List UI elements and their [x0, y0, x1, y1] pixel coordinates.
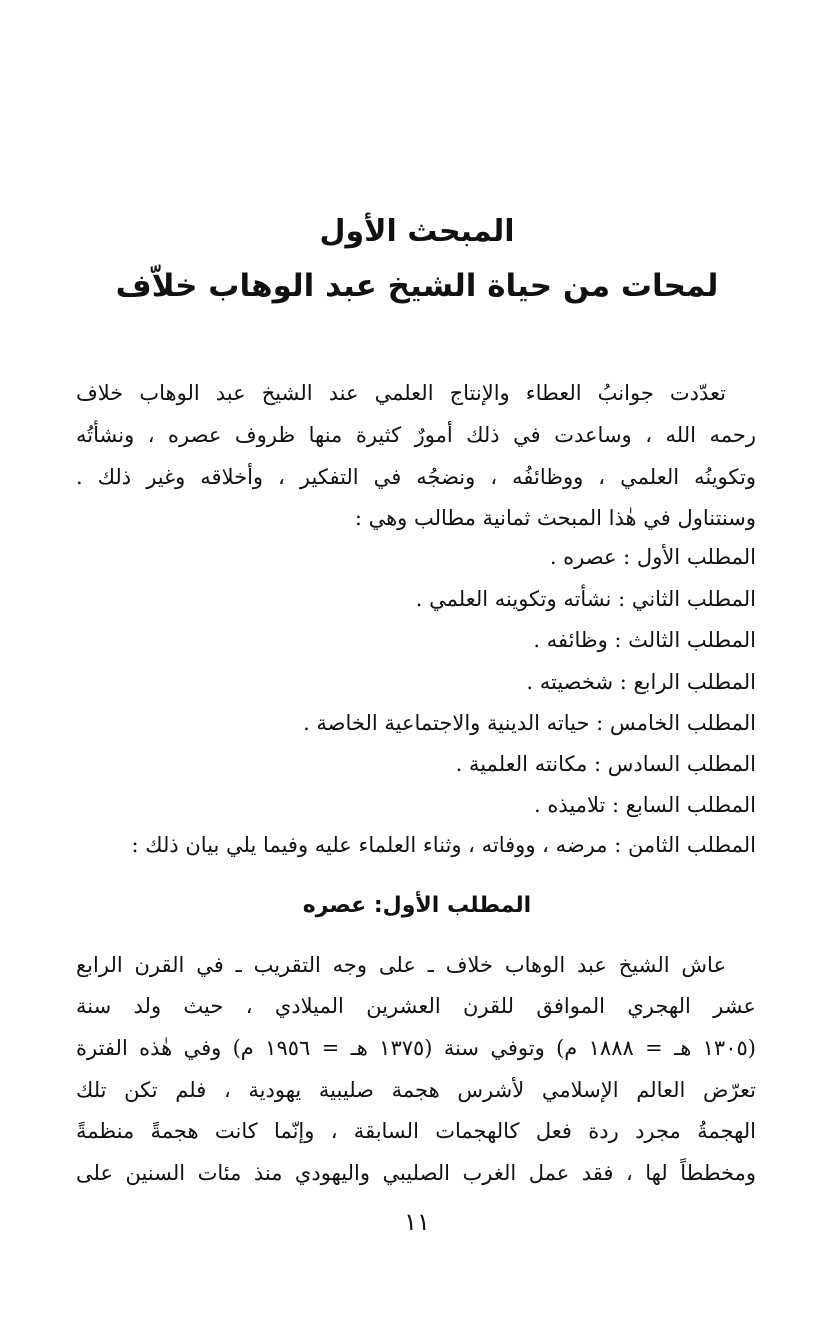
chapter-title: لمحات من حياة الشيخ عبد الوهاب خلاّف: [115, 268, 719, 304]
section-list-item: المطلب الخامس : حياته الدينية والاجتماعية الخاصة .: [303, 711, 756, 735]
intro-line: تعدّدت جوانبُ العطاء والإنتاج العلمي عند الشيخ عبد الوهاب خلاف: [76, 381, 726, 405]
section-heading: المطلب الأول: عصره: [302, 893, 532, 918]
body-line: عاش الشيخ عبد الوهاب خلاف ـ على وجه التقريب ـ في القرن الرابع: [76, 953, 726, 977]
section-list-item: المطلب السادس : مكانته العلمية .: [455, 752, 756, 776]
intro-line: وتكوينُه العلمي ، ووظائفُه ، ونضجُه في التفكير ، وأخلاقه وغير ذلك .: [76, 465, 756, 489]
body-line: الهجمةُ مجرد ردة فعل كالهجمات السابقة ، وإنّما كانت هجمةً منظمةً: [76, 1119, 756, 1143]
page-number: ١١: [404, 1208, 430, 1236]
intro-line: رحمه الله ، وساعدت في ذلك أمورٌ كثيرة منها ظروف عصره ، ونشأتُه: [76, 423, 756, 447]
intro-line: وسنتناول في هٰذا المبحث ثمانية مطالب وهي :: [354, 506, 756, 530]
body-line: (١٣٠٥ هـ = ١٨٨٨ م) وتوفي سنة (١٣٧٥ هـ = ١٩٥٦ م) وفي هٰذه الفترة: [76, 1036, 756, 1060]
section-list-item: المطلب الأول : عصره .: [549, 545, 756, 569]
body-line: ومخططاً لها ، فقد عمل الغرب الصليبي واليهودي منذ مئات السنين على: [76, 1161, 756, 1185]
body-line: عشر الهجري الموافق للقرن العشرين الميلادي ، حيث ولد سنة: [76, 994, 756, 1018]
section-list-item: المطلب الرابع : شخصيته .: [526, 670, 756, 694]
body-line: تعرّض العالم الإسلامي لأشرس هجمة صليبية يهودية ، فلم تكن تلك: [76, 1078, 756, 1102]
section-list-item: المطلب الثامن : مرضه ، ووفاته ، وثناء العلماء عليه وفيما يلي بيان ذلك :: [131, 833, 756, 857]
section-list-item: المطلب الثاني : نشأته وتكوينه العلمي .: [415, 587, 756, 611]
chapter-heading: المبحث الأول: [319, 214, 515, 249]
section-list-item: المطلب الثالث : وظائفه .: [533, 628, 756, 652]
section-list-item: المطلب السابع : تلاميذه .: [534, 793, 756, 817]
